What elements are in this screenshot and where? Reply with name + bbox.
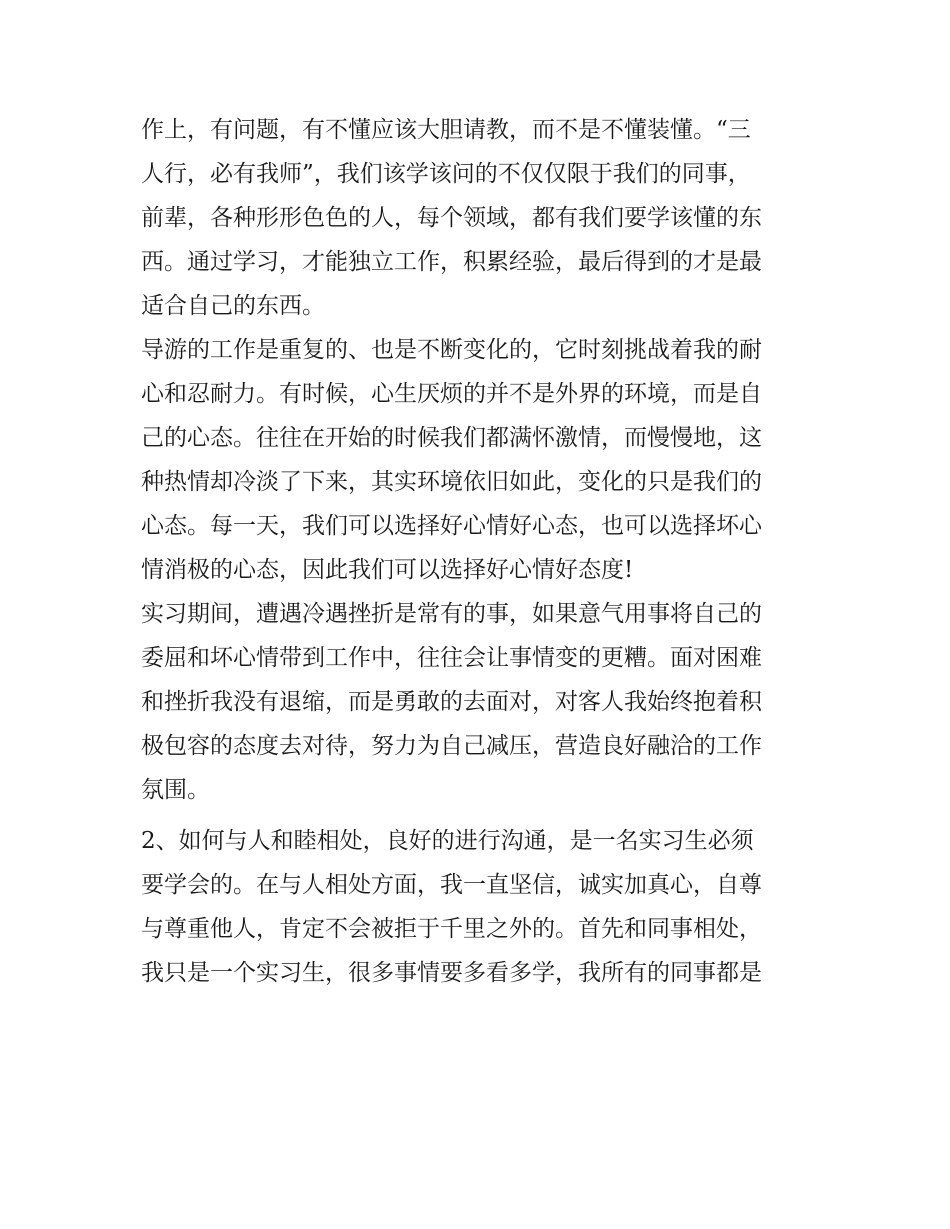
text-line: 与尊重他人，肯定不会被拒于千里之外的。首先和同事相处， [141, 916, 762, 942]
text-line: 和挫折我没有退缩，而是勇敢的去面对，对客人我始终抱着积 [141, 689, 762, 715]
text-line: 西。通过学习，才能独立工作，积累经验，最后得到的才是最 [141, 249, 762, 275]
paragraph [141, 819, 813, 995]
text-line: 导游的工作是重复的、也是不断变化的，它时刻挑战着我的耐 [141, 337, 762, 363]
text-line: 2、如何与人和睦相处，良好的进行沟通，是一名实习生必须 [141, 828, 754, 854]
text-line: 前辈，各种形形色色的人，每个领域，都有我们要学该懂的东 [141, 205, 762, 231]
text-line: 己的心态。往往在开始的时候我们都满怀激情，而慢慢地，这 [141, 425, 762, 451]
text-line: 人行，必有我师”，我们该学该问的不仅仅限于我们的同事， [141, 161, 751, 187]
document-body [141, 108, 813, 995]
text-line: 适合自己的东西。 [141, 293, 325, 319]
paragraph [141, 328, 813, 592]
text-line: 情消极的心态，因此我们可以选择好心情好态度! [141, 557, 634, 583]
text-line: 极包容的态度去对待，努力为自己减压，营造良好融洽的工作 [141, 733, 762, 759]
paragraph [141, 108, 813, 328]
text-line: 种热情却冷淡了下来，其实环境依旧如此，变化的只是我们的 [141, 469, 762, 495]
paragraph-spacer [141, 812, 813, 819]
text-line: 委屈和坏心情带到工作中，往往会让事情变的更糟。面对困难 [141, 645, 762, 671]
text-line: 我只是一个实习生，很多事情要多看多学，我所有的同事都是 [141, 960, 762, 986]
text-line: 要学会的。在与人相处方面，我一直坚信，诚实加真心，自尊 [141, 872, 762, 898]
text-line: 实习期间，遭遇冷遇挫折是常有的事，如果意气用事将自己的 [141, 601, 762, 627]
paragraph [141, 592, 813, 812]
text-line: 心态。每一天，我们可以选择好心情好心态，也可以选择坏心 [141, 513, 762, 539]
text-line: 作上，有问题，有不懂应该大胆请教，而不是不懂装懂。“三 [141, 117, 751, 143]
text-line: 心和忍耐力。有时候，心生厌烦的并不是外界的环境，而是自 [141, 381, 762, 407]
text-line: 氛围。 [141, 777, 210, 803]
